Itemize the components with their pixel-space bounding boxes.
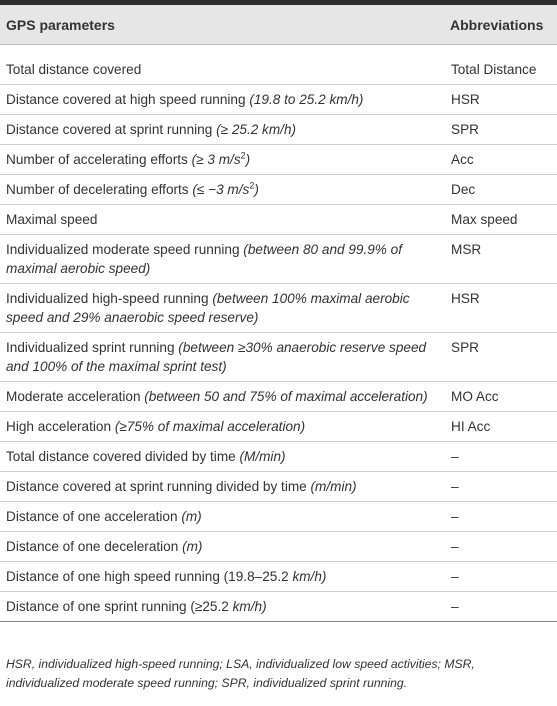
- parameter-cell: [0, 45, 444, 85]
- parameter-detail: (between 50 and 75% of maximal acceleration): [144, 389, 428, 404]
- parameter-name: Distance covered at sprint running: [6, 122, 217, 137]
- parameter-name: High acceleration: [6, 419, 115, 434]
- parameter-cell: [0, 85, 444, 115]
- abbreviation-cell: –: [444, 502, 557, 532]
- parameter-cell: [0, 502, 444, 532]
- table-row: [0, 382, 557, 412]
- table-row: [0, 592, 557, 622]
- abbreviation-cell: Total Distance: [444, 45, 557, 85]
- parameter-cell: [0, 284, 444, 333]
- abbreviation-cell: HSR: [444, 85, 557, 115]
- table-row: [0, 175, 557, 205]
- gps-parameters-table: [0, 5, 557, 622]
- header-gps-parameters: GPS parameters: [0, 5, 444, 45]
- parameter-detail: (m/min): [310, 479, 357, 494]
- parameter-detail-suffix: ): [262, 599, 267, 614]
- parameter-name: Total distance covered: [6, 62, 142, 77]
- parameter-name: Individualized sprint running: [6, 340, 179, 355]
- table-row: [0, 532, 557, 562]
- parameter-detail: (≥75% of maximal acceleration): [114, 419, 306, 434]
- abbreviation-cell: Dec: [444, 175, 557, 205]
- abbreviation-cell: –: [444, 592, 557, 622]
- abbreviation-cell: Acc: [444, 145, 557, 175]
- parameter-name: Moderate acceleration: [6, 389, 145, 404]
- parameter-name: Distance covered at high speed running: [6, 92, 250, 107]
- abbreviation-cell: –: [444, 442, 557, 472]
- parameter-detail: (between 100% maximal aerobic speed and 29% anaerobic speed reserve): [6, 291, 410, 325]
- table-row: [0, 562, 557, 592]
- parameter-detail: (between 80 and 99.9% of maximal aerobic speed): [6, 242, 403, 276]
- parameter-cell: [0, 145, 444, 175]
- table-row: [0, 145, 557, 175]
- parameter-cell: [0, 472, 444, 502]
- parameter-name: Distance of one acceleration: [6, 509, 182, 524]
- parameter-detail: (≥ 3 m/s: [191, 152, 241, 167]
- parameter-detail: (≤ −3 m/s: [192, 182, 250, 197]
- abbreviation-cell: –: [444, 532, 557, 562]
- abbreviation-cell: MSR: [444, 235, 557, 284]
- parameter-detail: km/h: [232, 599, 263, 614]
- table-row: [0, 412, 557, 442]
- table-footnote: HSR, individualized high-speed running; LSA, individualized low speed activities; MSR, individualized moderate speed running; SPR, individualized sprint running.: [6, 657, 475, 690]
- abbreviation-cell: –: [444, 562, 557, 592]
- table-row: [0, 45, 557, 85]
- abbreviation-cell: HSR: [444, 284, 557, 333]
- unit-exponent: 2: [249, 180, 255, 191]
- parameter-cell: [0, 532, 444, 562]
- parameter-cell: [0, 382, 444, 412]
- unit-exponent: 2: [240, 150, 246, 161]
- table-row: [0, 442, 557, 472]
- parameter-cell: [0, 442, 444, 472]
- table-row: [0, 235, 557, 284]
- table-row: [0, 205, 557, 235]
- table-row: [0, 284, 557, 333]
- parameter-name: Number of accelerating efforts: [6, 152, 192, 167]
- parameter-name: Maximal speed: [6, 212, 98, 227]
- parameter-detail: (between ≥30% anaerobic reserve speed and 100% of the maximal sprint test): [6, 340, 427, 374]
- parameter-cell: [0, 592, 444, 622]
- parameter-name: Total distance covered divided by time: [6, 449, 240, 464]
- parameter-cell: [0, 412, 444, 442]
- abbreviation-cell: SPR: [444, 115, 557, 145]
- parameter-name: Distance of one sprint running (≥25.2: [6, 599, 233, 614]
- parameter-name: Distance covered at sprint running divided by time: [6, 479, 311, 494]
- parameter-detail: (m): [181, 509, 202, 524]
- table-row: [0, 115, 557, 145]
- parameter-detail: km/h: [292, 569, 322, 584]
- table-row: [0, 85, 557, 115]
- parameter-detail: (M/min): [239, 449, 286, 464]
- parameter-detail-suffix: ): [245, 152, 251, 167]
- parameter-detail-suffix: ): [254, 182, 259, 197]
- table-header-row: [0, 5, 557, 45]
- parameter-cell: [0, 115, 444, 145]
- parameter-name: Individualized high-speed running: [6, 291, 213, 306]
- parameter-cell: [0, 562, 444, 592]
- table-row: [0, 472, 557, 502]
- abbreviation-cell: Max speed: [444, 205, 557, 235]
- parameter-name: Distance of one deceleration: [6, 539, 183, 554]
- table-body: [0, 45, 557, 622]
- parameter-cell: [0, 205, 444, 235]
- header-abbreviations: Abbreviations: [444, 5, 557, 45]
- parameter-detail-suffix: ): [321, 569, 327, 584]
- table-row: [0, 333, 557, 382]
- abbreviation-cell: MO Acc: [444, 382, 557, 412]
- parameter-cell: [0, 175, 444, 205]
- table-row: [0, 502, 557, 532]
- parameter-cell: [0, 333, 444, 382]
- parameter-name: Number of decelerating efforts: [6, 182, 193, 197]
- parameter-name: Individualized moderate speed running: [6, 242, 244, 257]
- parameter-detail: (19.8 to 25.2 km/h): [249, 92, 364, 107]
- parameter-name: Distance of one high speed running (19.8–25.2: [6, 569, 293, 584]
- parameter-detail: (m): [182, 539, 203, 554]
- parameter-detail: (≥ 25.2 km/h): [216, 122, 297, 137]
- abbreviation-cell: SPR: [444, 333, 557, 382]
- abbreviation-cell: –: [444, 472, 557, 502]
- parameter-cell: [0, 235, 444, 284]
- abbreviation-cell: HI Acc: [444, 412, 557, 442]
